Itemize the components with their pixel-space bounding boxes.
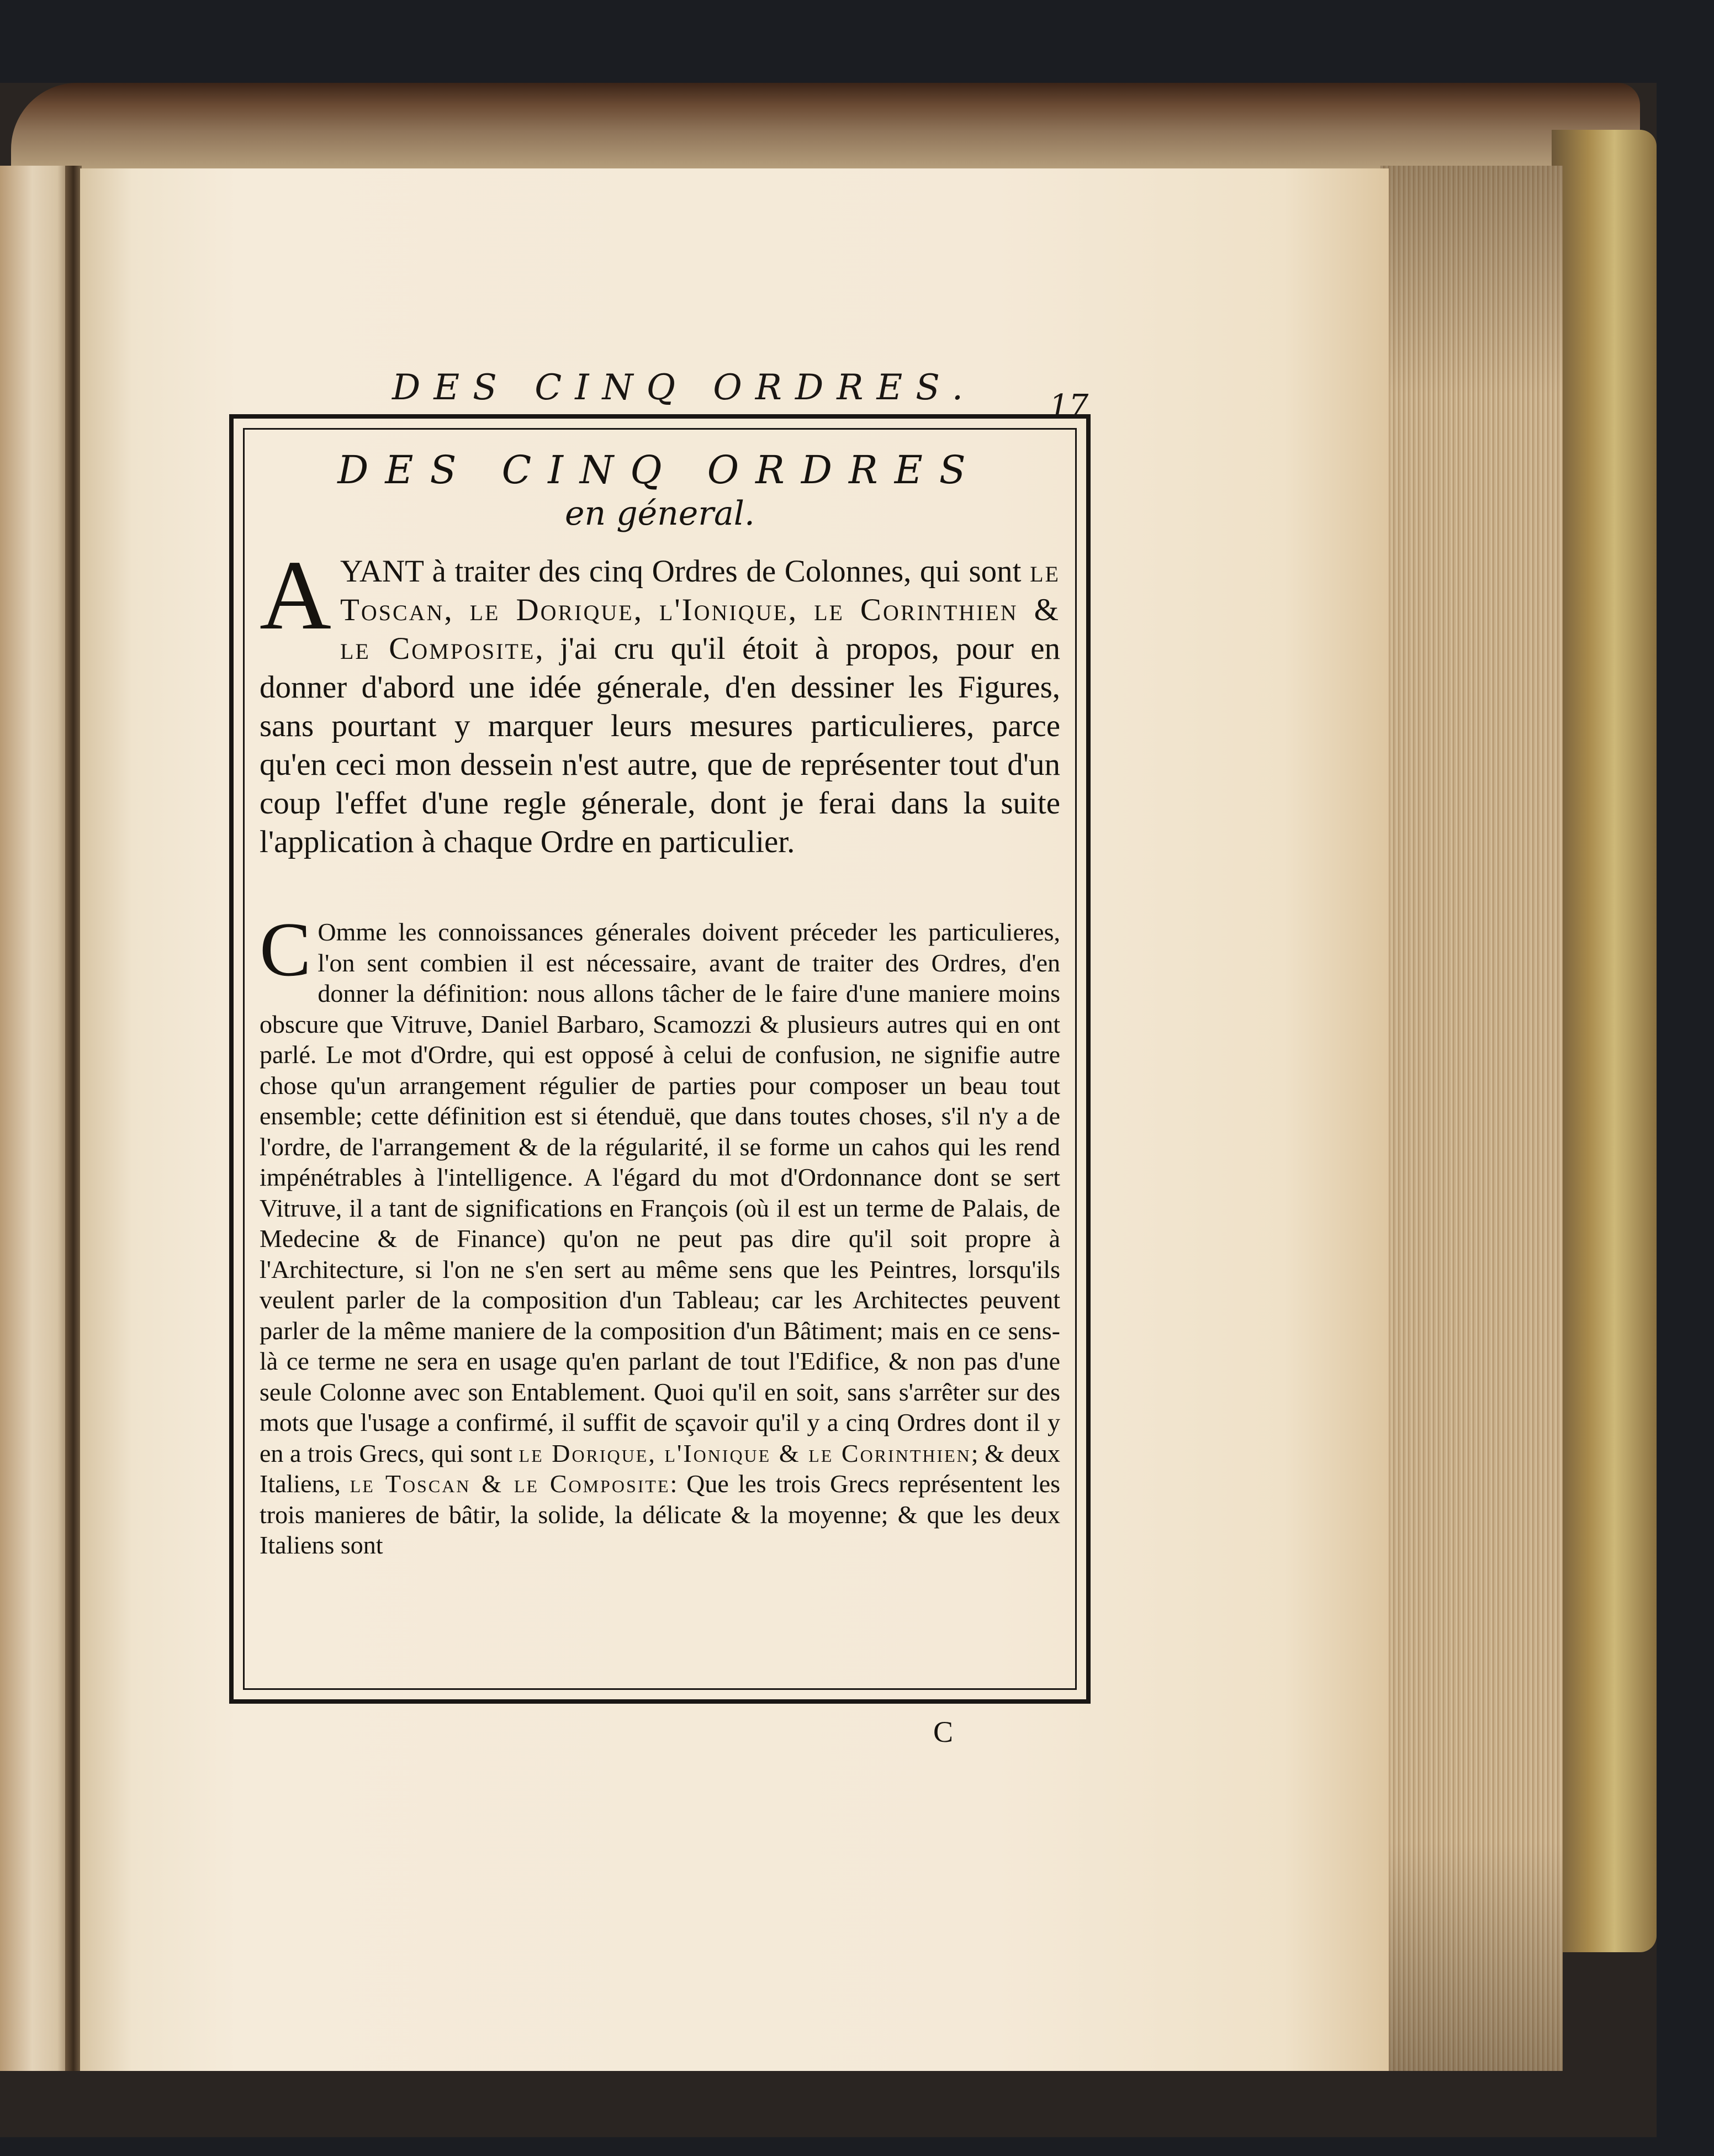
drop-cap-a: A [260,540,331,650]
left-page-sliver [0,166,72,2071]
paragraph-2-text-a: Omme les connoissances génerales doivent préceder les particulieres, l'on sent combien il est nécessaire, avant de traiter des Ordres, d'en donner la définition: nous allons tâcher de le faire d'une maniere moins obscure que Vitruve, Daniel Barbaro, Scamozzi & plusieurs autres qui en ont parlé. Le mot d'Ordre, qui est opposé à celui de confusion, ne signifie autre chose qu'un arrangement régulier de parties pour composer un beau tout ensemble; cette définition est si étenduë, que dans toutes choses, s'il n'y a de l'ordre, de l'arrangement & de la régularité, il se forme un cahos qui les rend impénétrables à l'intelligence. A l'égard du mot d'Ordonnance dont se sert Vitruve, il a tant de significations en François (où il est un terme de Palais, de Medecine & de Finance) qu'on ne peut pas dire qu'il soit propre à l'Architecture, si l'on ne s'en sert au même sens que les Peintres, lorsqu'ils veulent parler de la composition d'un Tableau; car les Architectes peuvent parler de la même maniere de la composition d'un Bâtiment; mais en ce sens-là ce terme ne sera en usage qu'en parlant de tout l'Edifice, & non pas d'une seule Colonne avec son Entablement. Quoi qu'il en soit, sans s'arrêter sur des mots que l'usage a confirmé, il suffit de sçavoir qu'il y a cinq Ordres dont il y en a trois Grecs, qui sont [260,918,1060,1467]
page-block-shade [1380,166,1563,2071]
paragraph-2-small-caps-2: le Toscan & le Composite [350,1470,670,1498]
paragraph-1-text-b: , j'ai cru qu'il étoit à propos, pour en donner d'abord une idée génerale, d'en dessiner les Figures, sans pourtant y marquer leurs mesures particulieres, parce qu'en ceci mon dessein n'est autre, que de représenter tout d'un coup l'effet d'une regle génerale, dont je ferai dans la suite l'application à chaque Ordre en particulier. [260,631,1060,859]
paragraph-1-text-a: YANT à traiter des cinq Ordres de Colonnes, qui sont [340,554,1030,589]
paragraph-2-text-c: : Que les trois Grecs représentent les trois manieres de bâtir, la solide, la délicate & la moyenne; & que les deux Italiens sont [260,1470,1060,1559]
running-head-title: DES CINQ ORDRES. [392,367,977,408]
section-title: DES CINQ ORDRES [337,447,982,493]
book-cover-edge [1552,130,1657,1952]
paragraph-1 [260,540,1060,862]
paragraph-1-small-caps: le Toscan, le Dorique, l'Ionique, le Corinthien & le Composite [340,554,1060,666]
signature-mark: C [933,1715,954,1748]
paragraph-2 [260,907,1060,1561]
paragraph-2-small-caps-1: le Dorique, l'Ionique & le Corinthien [519,1439,971,1467]
book-gutter [65,166,82,2071]
paragraph-2-text-b: ; & deux Italiens, [260,1439,1060,1498]
section-subtitle: en géneral. [564,494,755,533]
book-top-edge [11,83,1640,171]
drop-cap-c: C [260,907,311,992]
page-number: 17 [1049,388,1089,424]
